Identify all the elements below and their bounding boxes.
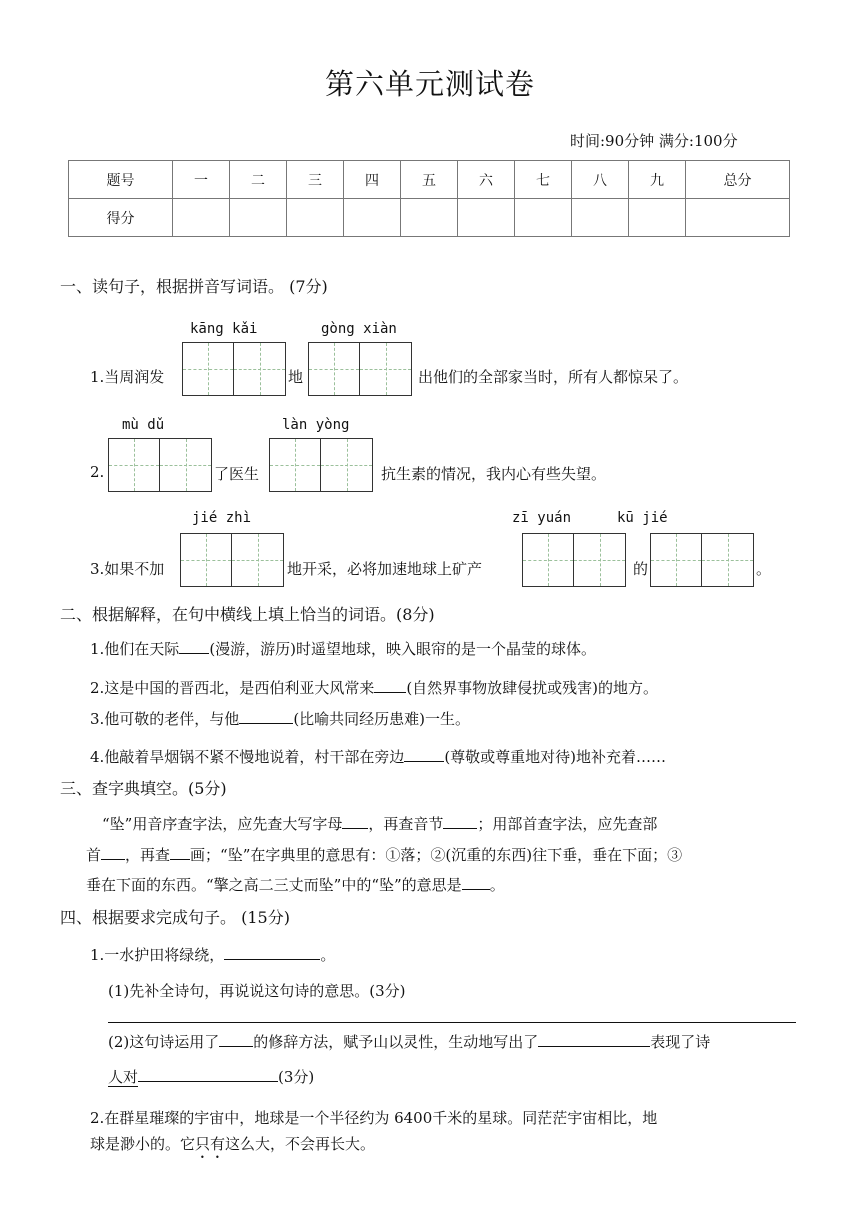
writing-grid[interactable] [269, 438, 373, 492]
score-header-cell: 五 [400, 161, 457, 199]
question-text-part: 2.这是中国的晋西北，是西伯利亚大风常来 [90, 679, 375, 697]
question-text-part: ，再查 [125, 846, 171, 864]
score-cell[interactable] [628, 199, 685, 237]
question-text [108, 1031, 710, 1052]
score-cell[interactable] [343, 199, 400, 237]
answer-blank[interactable] [374, 677, 406, 693]
answer-blank[interactable] [404, 746, 444, 762]
answer-line[interactable] [108, 1022, 796, 1023]
pinyin-label: kāng kǎi [190, 321, 258, 337]
question-text: (1)先补全诗句，再说说这句诗的意思。(3分) [108, 982, 406, 1000]
pinyin-label: kū jié [617, 510, 668, 526]
question-text [90, 677, 658, 698]
writing-grid[interactable] [650, 533, 754, 587]
score-cell[interactable] [457, 199, 514, 237]
writing-grid[interactable] [180, 533, 284, 587]
answer-blank[interactable] [101, 844, 125, 860]
question-text [90, 746, 666, 767]
score-cell[interactable] [514, 199, 571, 237]
question-text-part: (尊敬或尊重地对待)地补充着…… [444, 748, 667, 766]
score-table-score-row [69, 199, 790, 237]
score-cell[interactable] [286, 199, 343, 237]
question-text-part: ；用部首查字法，应先查部 [477, 815, 658, 833]
question-text: 的 [633, 560, 649, 578]
question-text-part: 首 [86, 846, 102, 864]
score-cell[interactable] [685, 199, 789, 237]
score-cell[interactable] [400, 199, 457, 237]
score-header-cell: 七 [514, 161, 571, 199]
question-text-part: 表现了诗 [650, 1033, 711, 1051]
pinyin-label: mù dǔ [122, 417, 165, 433]
answer-blank[interactable] [224, 944, 320, 960]
question-text-part: ，再查音节 [368, 815, 444, 833]
question-text [90, 1133, 375, 1162]
answer-blank[interactable] [443, 813, 477, 829]
section-2-heading: 二、根据解释，在句中横线上填上恰当的词语。(8分) [60, 605, 435, 624]
question-text-part: (2)这句诗运用了 [108, 1033, 220, 1051]
question-text-part: 的修辞方法，赋予山以灵性，生动地写出了 [253, 1033, 539, 1051]
question-text-part: (比喻共同经历患难)一生。 [293, 710, 471, 728]
paragraph-line [102, 809, 657, 840]
question-text: 抗生素的情况，我内心有些失望。 [381, 465, 607, 483]
question-text-part: 1.一水护田将绿绕， [90, 946, 225, 964]
score-table-header-row [69, 161, 790, 199]
question-text-part: 。 [320, 946, 336, 964]
pinyin-label: gòng xiàn [321, 321, 397, 337]
question-text-part: 球是渺小的。它 [90, 1135, 196, 1153]
answer-blank[interactable] [538, 1031, 650, 1047]
score-header-cell: 二 [229, 161, 286, 199]
question-text-part: 3.他可敬的老伴，与他 [90, 710, 240, 728]
paragraph-line [86, 870, 505, 901]
question-text-part: 。 [489, 876, 505, 894]
writing-grid[interactable] [108, 438, 212, 492]
score-table [68, 160, 790, 237]
question-text-part: “坠”用音序查字法，应先查大写字母 [102, 815, 343, 833]
question-text-part: (漫游，游历)时遥望地球，映入眼帘的是一个晶莹的球体。 [209, 640, 597, 658]
score-cell[interactable] [172, 199, 229, 237]
question-text: 3.如果不加 [90, 560, 165, 578]
question-text-part: 垂在下面的东西。“擎之高二三丈而坠”中的“坠”的意思是 [86, 876, 462, 894]
question-text-part: 这么大，不会再长大。 [225, 1135, 376, 1153]
question-text-part: 人对 [108, 1068, 139, 1086]
pinyin-label: làn yòng [282, 417, 350, 433]
score-header-cell: 四 [343, 161, 400, 199]
answer-blank[interactable] [219, 1031, 253, 1047]
pinyin-label: zī yuán [512, 510, 572, 526]
question-text: 1.当周润发 [90, 368, 165, 386]
section-1-heading: 一、读句子，根据拼音写词语。 (7分) [60, 277, 328, 296]
question-text-part: (自然界事物放肆侵扰或残害)的地方。 [406, 679, 659, 697]
question-text: 2. [90, 463, 105, 481]
writing-grid[interactable] [182, 342, 286, 396]
section-3-heading: 三、查字典填空。(5分) [60, 779, 227, 798]
question-text-part: 4.他敲着旱烟锅不紧不慢地说着，村干部在旁边 [90, 748, 405, 766]
question-text [108, 1066, 314, 1087]
section-4-heading: 四、根据要求完成句子。 (15分) [60, 908, 290, 927]
answer-blank[interactable] [179, 638, 209, 654]
answer-blank[interactable] [239, 708, 293, 724]
question-text [90, 708, 470, 729]
emphasized-text: 只有 [195, 1135, 226, 1153]
question-text [90, 944, 335, 965]
question-text: 出他们的全部家当时，所有人都惊呆了。 [418, 368, 689, 386]
score-header-cell: 八 [571, 161, 628, 199]
score-header-cell: 九 [628, 161, 685, 199]
paragraph-line [86, 840, 682, 871]
score-header-cell: 总分 [685, 161, 789, 199]
question-text-part: 1.他们在天际 [90, 640, 180, 658]
writing-grid[interactable] [308, 342, 412, 396]
answer-blank[interactable] [462, 874, 490, 890]
question-text-part: 画；“坠”在字典里的意思有：①落；②(沉重的东西)往下垂，垂在下面；③ [190, 846, 683, 864]
answer-blank[interactable] [170, 844, 190, 860]
score-header-cell: 三 [286, 161, 343, 199]
score-header-cell: 题号 [69, 161, 173, 199]
score-header-cell: 一 [172, 161, 229, 199]
answer-blank[interactable] [138, 1066, 278, 1082]
question-text: 了医生 [214, 465, 260, 483]
time-info: 时间:90分钟 满分:100分 [570, 132, 738, 150]
question-text: 地 [288, 368, 304, 386]
page-title: 第六单元测试卷 [324, 67, 535, 101]
score-cell[interactable] [571, 199, 628, 237]
pinyin-label: jié zhì [192, 510, 252, 526]
question-text [90, 638, 596, 659]
question-text-part: (3分) [278, 1068, 315, 1086]
question-text: 2.在群星璀璨的宇宙中，地球是一个半径约为 6400千米的星球。同茫茫宇宙相比，地 [90, 1109, 658, 1127]
writing-grid[interactable] [522, 533, 626, 587]
question-text: 。 [756, 560, 772, 578]
score-row-label: 得分 [69, 199, 173, 237]
score-cell[interactable] [229, 199, 286, 237]
score-header-cell: 六 [457, 161, 514, 199]
answer-blank[interactable] [342, 813, 368, 829]
question-text: 地开采，必将加速地球上矿产 [287, 560, 483, 578]
